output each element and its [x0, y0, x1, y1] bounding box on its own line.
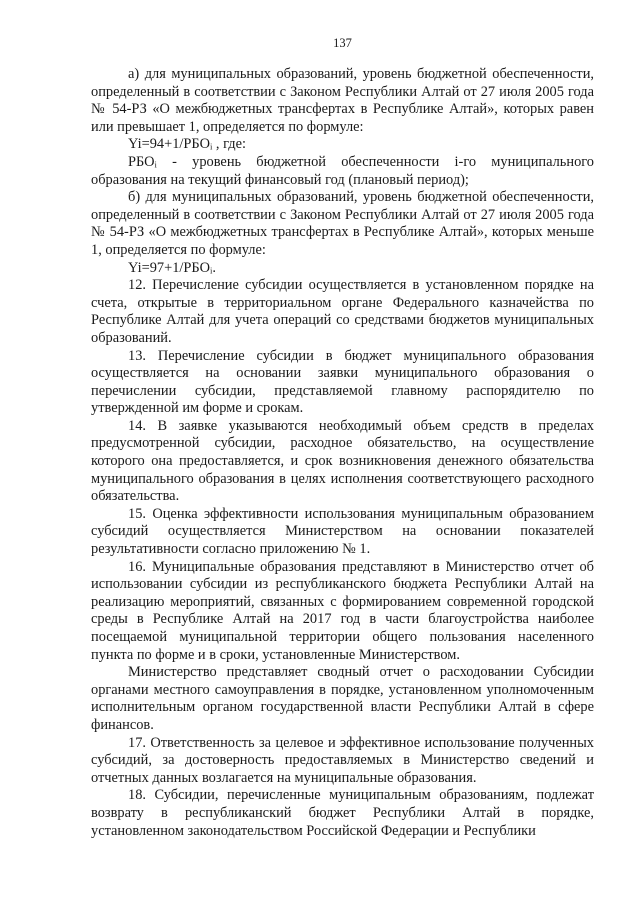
page-number: 137 [333, 36, 352, 50]
formula-b: Yi=97+1/РБОᵢ. [128, 259, 216, 276]
paragraph-clause-15: 15. Оценка эффективности использования муниципальным образованием субсидий осуществляется Министерством на основании показателей результативности согласно приложению № 1. [91, 505, 594, 558]
paragraph-clause-14: 14. В заявке указываются необходимый объем средств в пределах предусмотренной субсидии, расходное обязательство, на осуществление которого она предоставляется, и срок возникновения денежного обязательства муниципального образования в целях исполнения соответствующего расходного обязательства. [91, 417, 594, 505]
formula-a: Yi=94+1/РБОᵢ , где: [128, 136, 247, 153]
paragraph-clause-16: 16. Муниципальные образования представляют в Министерство отчет об использовании субсидии из республиканского бюджета Республики Алтай на реализацию мероприятий, связанных с формированием современной городской среды в Республике Алтай на 2017 год в части благоустройства наиболее посещаемой муниципальной территории общего пользования населенного пункта по форме и в сроки, установленные Министерством. [91, 558, 594, 663]
paragraph-subitem-a: а) для муниципальных образований, уровень бюджетной обеспеченности, определенный в соответствии с Законом Республики Алтай от 27 июля 2005 года № 54-РЗ «О межбюджетных трансфертах в Республике Алтай», которых равен или превышает 1, определяется по формуле: [91, 66, 594, 135]
paragraph-clause-13: 13. Перечисление субсидии в бюджет муниципального образования осуществляется на основании заявки муниципального образования о перечислении субсидии, представляемой главному распорядителю по утвержденной им форме и срокам. [91, 347, 594, 417]
paragraph-rbo-definition: РБОᵢ - уровень бюджетной обеспеченности i-го муниципального образования на текущий финансовый год (плановый период); [91, 153, 594, 188]
paragraph-ministry-report: Министерство представляет сводный отчет о расходовании Субсидии органами местного самоуправления в порядке, установленном уполномоченным исполнительным органом государственной власти Республики Алтай в сфере финансов. [91, 664, 594, 733]
paragraph-clause-18: 18. Субсидии, перечисленные муниципальным образованиям, подлежат возврату в республиканский бюджет Республики Алтай в порядке, установленном законодательством Российской Федерации и Республики [91, 787, 594, 839]
paragraph-subitem-b: б) для муниципальных образований, уровень бюджетной обеспеченности, определенный в соответствии с Законом Республики Алтай от 27 июля 2005 года № 54-РЗ «О межбюджетных трансфертах в Республике Алтай», которых меньше 1, определяется по формуле: [91, 189, 594, 258]
paragraph-clause-17: 17. Ответственность за целевое и эффективное использование полученных субсидий, за достоверность предоставляемых в Министерство сведений и отчетных данных возлагается на муниципальные образования. [91, 734, 594, 786]
document-body [91, 66, 594, 840]
paragraph-clause-12: 12. Перечисление субсидии осуществляется в установленном порядке на счета, открытые в территориальном органе Федерального казначейства по Республике Алтай для учета операций со средствами бюджетов муниципальных образований. [91, 277, 594, 346]
